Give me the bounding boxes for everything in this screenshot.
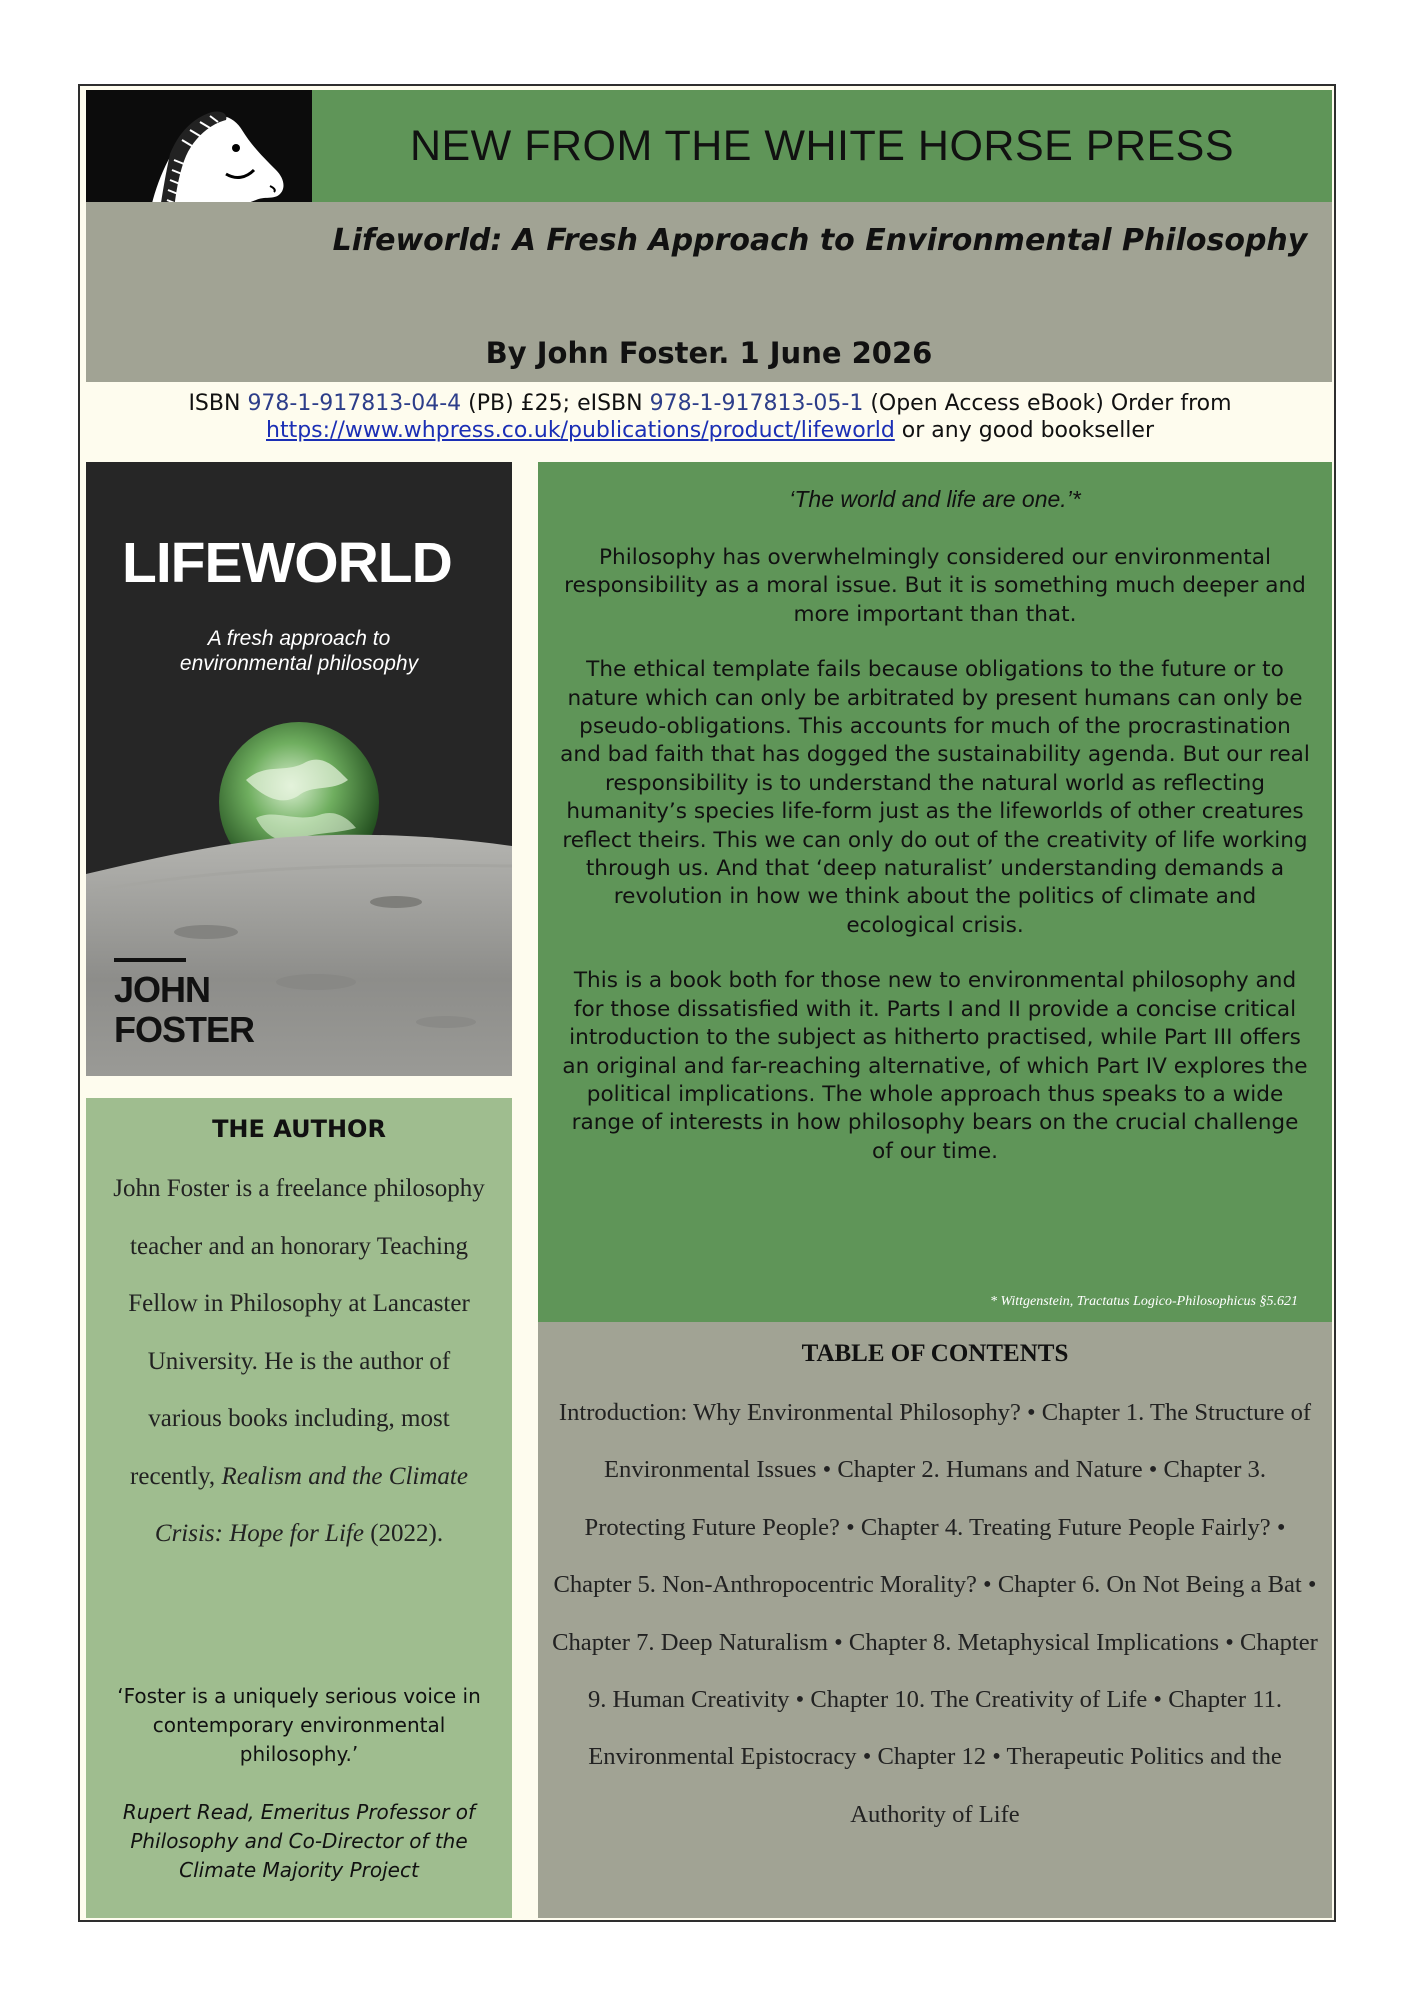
pb-isbn: 978-1-917813-04-4 — [247, 391, 462, 416]
cover-author — [114, 970, 254, 1050]
author-book-year: (2022). — [363, 1520, 444, 1547]
author-bio-text: John Foster is a freelance philosophy teacher and an honorary Teaching Fellow in Philosophy at Lancaster University. He is the author of various books including, most recently, — [113, 1175, 485, 1490]
byline: By John Foster. 1 June 2026 — [485, 336, 933, 370]
cover-subtitle-line-1: A fresh approach to — [207, 627, 391, 650]
ebook-isbn: 978-1-917813-05-1 — [649, 391, 864, 416]
toc-text: Introduction: Why Environmental Philosophy? • Chapter 1. The Structure of Environmental Issues • Chapter 2. Humans and Nature • Chapter 3. Protecting Future People? • Chapter 4. Treating Future People Fairly? • Chapter 5. Non-Anthropocentric Morality? • Chapter 6. On Not Being a Bat • Chapter 7. Deep Naturalism • Chapter 8. Metaphysical Implications • Chapter 9. Human Creativity • Chapter 10. The Creativity of Life • Chapter 11. Environmental Epistocracy • Chapter 12 • Therapeutic Politics and the Authority of Life — [552, 1399, 1318, 1828]
isbn-order-line — [150, 390, 1270, 444]
epigraph: ‘The world and life are one.’* — [789, 486, 1081, 512]
cover-author-last: FOSTER — [114, 1009, 255, 1050]
description-paragraph-2: The ethical template fails because obligations to the future or to nature which can only be arbitrated by present humans can only be pseudo-obligations. This accounts for much of the procrastination and bad faith that has dogged the sustainability agenda. But our real responsibility is to understand the natural world as reflecting humanity’s species life-form just as the lifeworlds of other creatures reflect theirs. This we can only do out of the creativity of life working through us. And that ‘deep naturalist’ understanding demands a revolution in how we think about the politics of climate and ecological crisis. — [560, 657, 1310, 938]
isbn-price-text: (PB) £25; eISBN — [461, 391, 650, 416]
cover-subtitle — [86, 626, 512, 676]
bookseller-text: or any good bookseller — [894, 418, 1154, 443]
cover-subtitle-line-2: environmental philosophy — [179, 652, 419, 675]
cover-author-first: JOHN — [114, 969, 211, 1010]
order-text: (Open Access eBook) Order from — [863, 391, 1232, 416]
endorsement-attribution: Rupert Read, Emeritus Professor of Philosophy and Co-Director of the Climate Majority Project — [122, 1800, 476, 1882]
epigraph-footnote: * Wittgenstein, Tractatus Logico-Philosophicus §5.621 — [990, 1294, 1298, 1309]
author-heading: THE AUTHOR — [212, 1115, 386, 1143]
cover-title: LIFEWORLD — [122, 531, 452, 595]
book-title: Lifeworld: A Fresh Approach to Environmental Philosophy — [332, 223, 1308, 258]
publisher-heading: NEW FROM THE WHITE HORSE PRESS — [312, 90, 1332, 202]
author-bio — [110, 1160, 488, 1563]
book-cover — [86, 462, 512, 1076]
order-link[interactable]: https://www.whpress.co.uk/publications/product/lifeworld — [266, 418, 895, 443]
description-paragraph-1: Philosophy has overwhelmingly considered our environmental responsibility as a moral issue. But it is something much deeper and more important than that. — [564, 545, 1306, 627]
endorsement-quote: ‘Foster is a uniquely serious voice in contemporary environmental philosophy.’ — [117, 1684, 481, 1766]
author-recent-book: Realism and the Climate Crisis: Hope for Life — [154, 1462, 468, 1547]
isbn-label: ISBN — [188, 391, 248, 416]
description-text — [560, 544, 1310, 1193]
cover-divider — [114, 958, 186, 962]
description-paragraph-3: This is a book both for those new to environmental philosophy and for those dissatisfied with it. Parts I and II provide a concise critical introduction to the subject as hitherto practised, while Part III offers an original and far-reaching alternative, of which Part IV explores the political implications. The whole approach thus speaks to a wide range of interests in how philosophy bears on the crucial challenge of our time. — [562, 968, 1308, 1164]
toc-heading: TABLE OF CONTENTS — [801, 1340, 1069, 1367]
